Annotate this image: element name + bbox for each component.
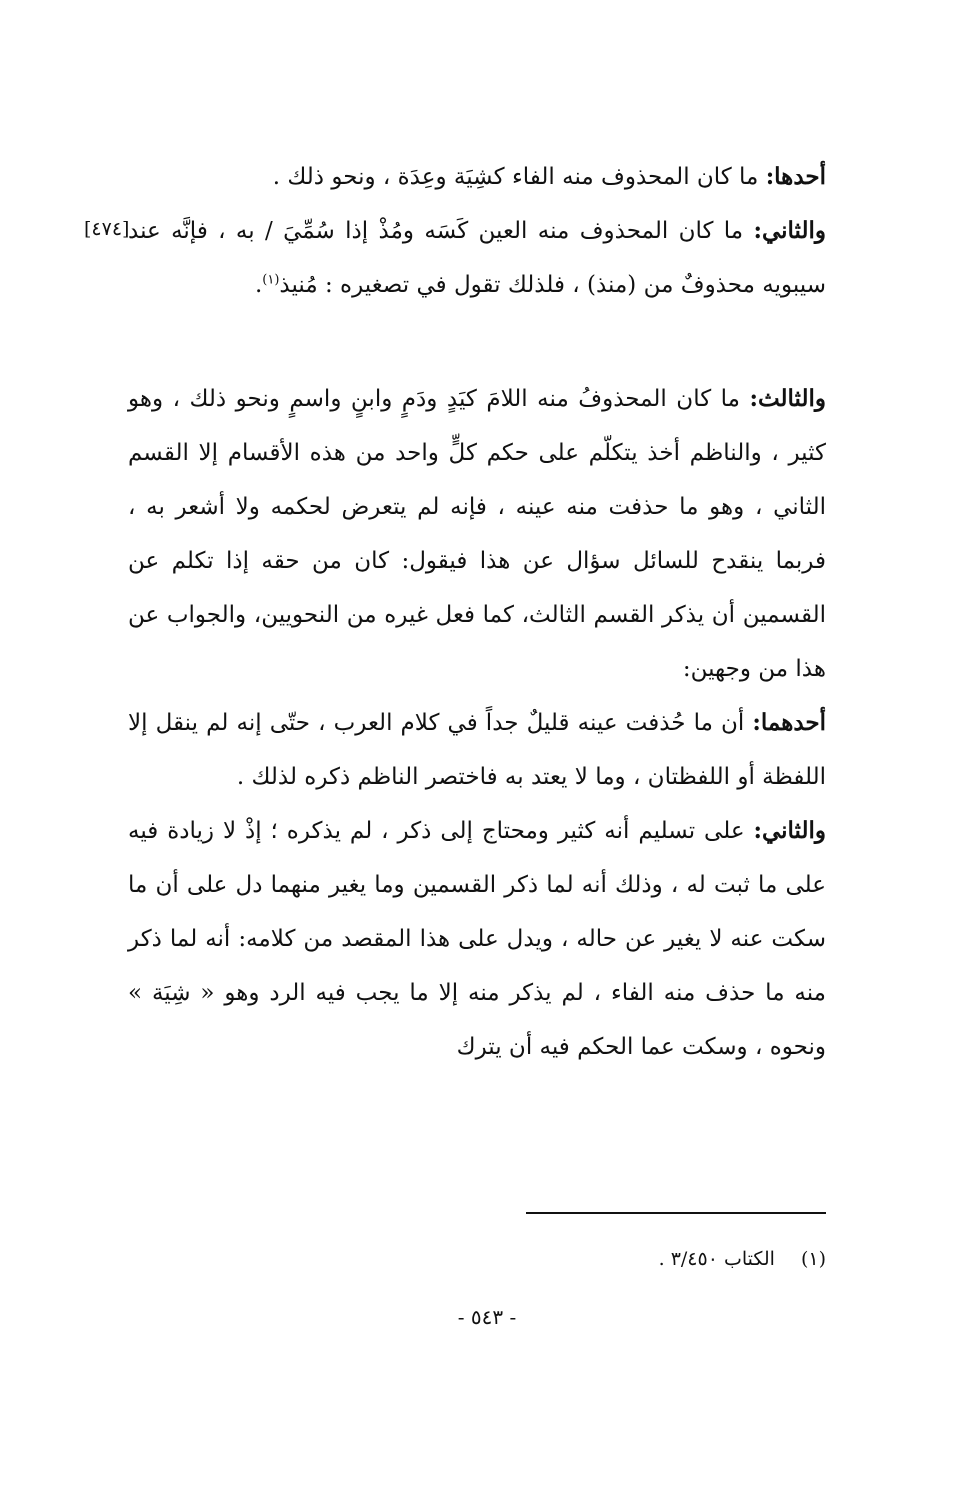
paragraph-tail: . [254, 272, 263, 298]
paragraph-lead: أحدها: [765, 163, 826, 190]
paragraph-lead: والثاني: [753, 217, 826, 244]
paragraph-text: أن ما حُذفت عينه قليلٌ جداً في كلام العرب ، حتّى إنه لم ينقل إلا اللفظة أو اللفظتان ، وما لا يعتد به فاختصر الناظم ذكره لذلك . [128, 710, 826, 790]
paragraph-lead: أحدهما: [752, 709, 827, 736]
paragraph-lead: والثالث: [749, 385, 826, 412]
footnote-number: (١) [800, 1248, 826, 1270]
paragraph-text: على تسليم أنه كثير ومحتاج إلى ذكر ، لم يذكره ؛ إذْ لا زيادة فيه على ما ثبت له ، وذلك أنه لما ذكر القسمين وما يغير منهما دل على أن ما سكت عنه لا يغير عن حاله ، ويدل على هذا المقصد من كلامه: أنه لما ذكر منه ما حذف منه الفاء ، لم يذكر منه إلا ما يجب فيه الرد وهو « شِيَة » ونحوه ، وسكت عما الحكم فيه أن يترك [128, 818, 826, 1060]
paragraph-fifth [128, 804, 826, 1074]
paragraph-fourth [128, 696, 826, 804]
paragraph-text: ما كان المحذوفُ منه اللامَ كيَدٍ ودَمٍ وابنٍ واسمٍ ونحو ذلك ، وهو كثير ، والناظم أخذ يتكلّم على حكم كلٍّ واحد من هذه الأقسام إلا القسم الثاني ، وهو ما حذفت منه عينه ، فإنه لم يتعرض لحكمه ولا أشعر به ، فربما ينقدح للسائل سؤال عن هذا فيقول: كان من حقه إذا تكلم عن القسمين أن يذكر القسم الثالث، كما فعل غيره من النحويين، والجواب عن هذا من وجهين: [128, 386, 826, 682]
paragraph-second [128, 204, 826, 312]
footnote-text: الكتاب ٣/٤٥٠ . [658, 1248, 775, 1270]
margin-page-marker: [٤٧٤] [84, 218, 130, 240]
footnote [128, 1244, 826, 1274]
footnote-separator [526, 1212, 826, 1214]
paragraph-third [128, 372, 826, 696]
paragraph-lead: والثاني: [753, 817, 826, 844]
footnote-reference: (١) [262, 272, 280, 288]
text-block-top [128, 150, 826, 312]
paragraph-text: ما كان المحذوف منه الفاء كشِيَة وعِدَة ، ونحو ذلك . [272, 164, 766, 190]
page-number: - ٥٤٣ - [457, 1305, 517, 1329]
paragraph-first [128, 150, 826, 204]
text-block-main [128, 372, 826, 1074]
paragraph-text: ما كان المحذوف منه العين كَسَه ومُذْ إذا سُمِّيَ / به ، فإنَّه عند سيبويه محذوفٌ من (منذ) ، فلذلك تقول في تصغيره : مُنيذ [128, 218, 826, 298]
